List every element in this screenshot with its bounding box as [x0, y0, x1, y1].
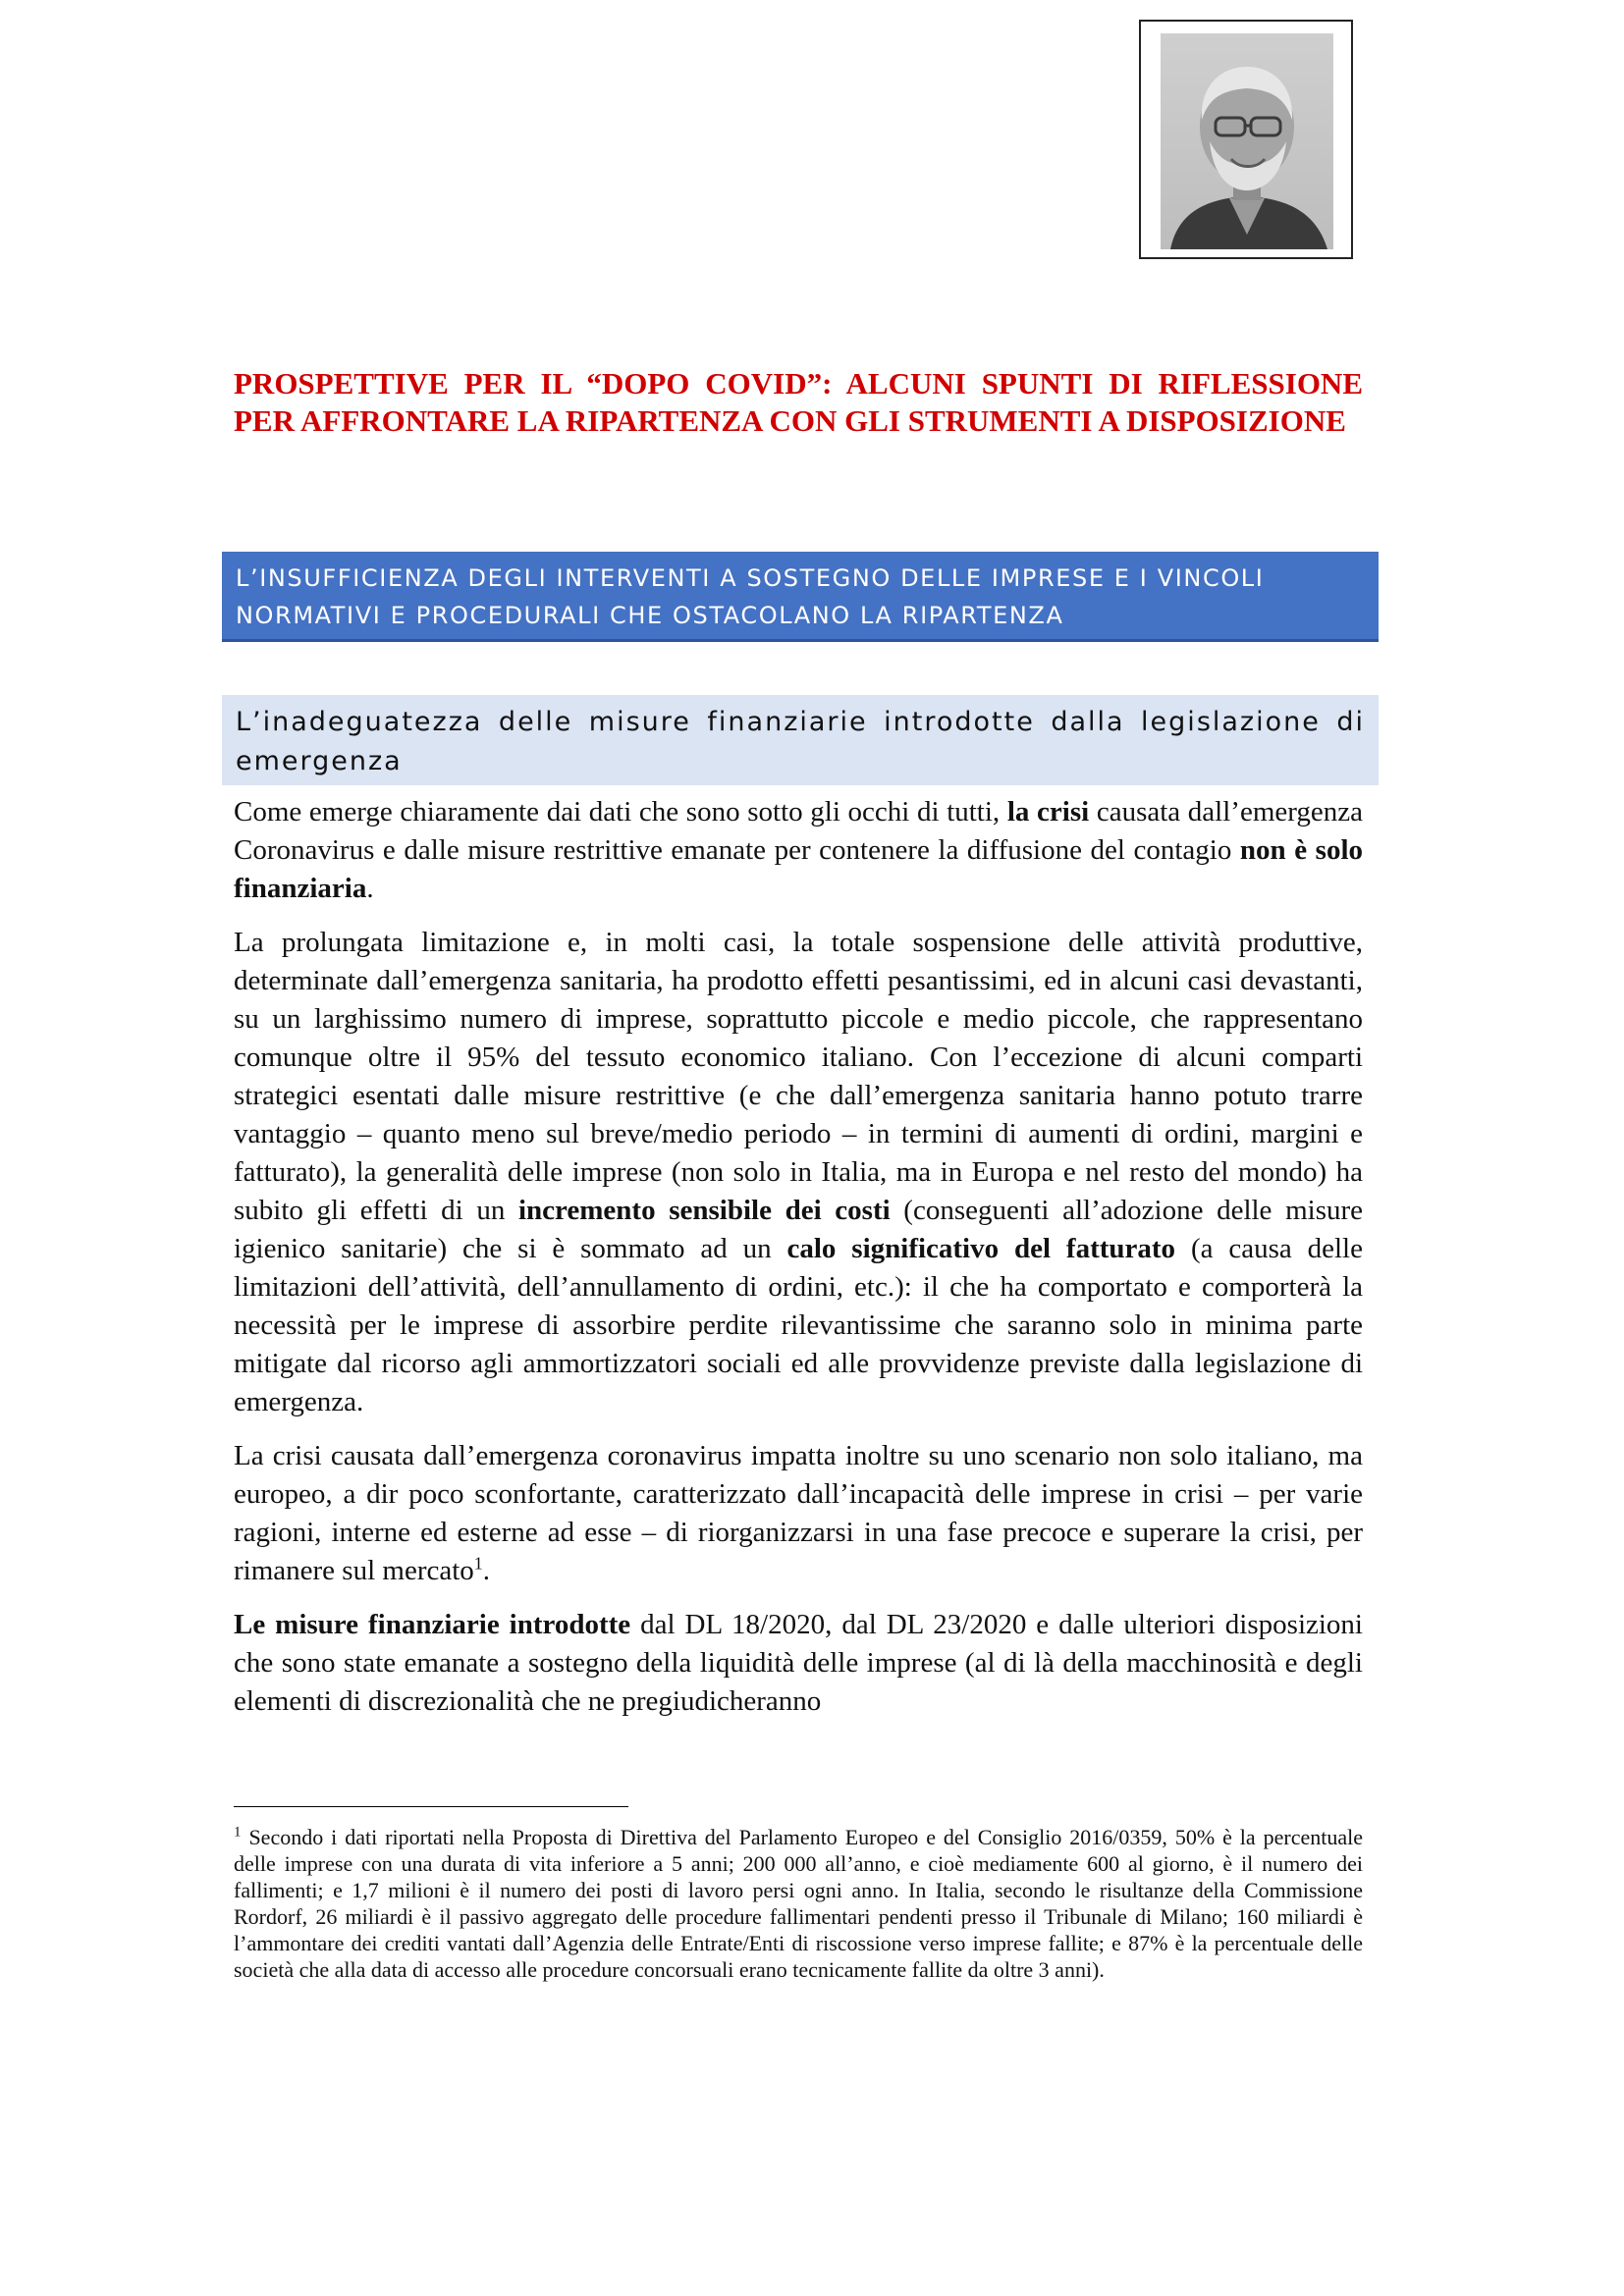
author-photo [1161, 33, 1333, 249]
section-banner-line-2: NORMATIVI E PROCEDURALI CHE OSTACOLANO LA RIPARTENZA [236, 602, 1064, 629]
footnote-separator [234, 1806, 628, 1807]
author-photo-frame [1139, 20, 1353, 259]
paragraph-1 [234, 793, 1363, 908]
document-title: PROSPETTIVE PER IL “DOPO COVID”: ALCUNI SPUNTI DI RIFLESSIONE PER AFFRONTARE LA RIPARTENZA CON GLI STRUMENTI A DISPOSIZIONE [234, 366, 1363, 438]
paragraph-1-text-a: Come emerge chiaramente dai dati che sono sotto gli occhi di tutti, [234, 796, 1007, 828]
paragraph-3-text-b: . [482, 1555, 491, 1586]
paragraph-1-text-c: . [366, 873, 374, 904]
paragraph-4-bold-a: Le misure finanziarie introdotte [234, 1609, 631, 1640]
footnote [234, 1824, 1363, 1983]
footnote-reference[interactable]: 1 [473, 1553, 483, 1574]
paragraph-2 [234, 924, 1363, 1421]
section-banner-line-1: L’INSUFFICIENZA DEGLI INTERVENTI A SOSTEGNO DELLE IMPRESE E I VINCOLI [236, 564, 1265, 592]
paragraph-1-bold-a: la crisi [1006, 796, 1090, 828]
body-text [234, 793, 1363, 1736]
portrait-image [1161, 33, 1333, 249]
paragraph-2-text-c: (a causa delle limitazioni dell’attività, dell’annullamento di ordini, etc.): il che ha comportato e comporterà la necessità per le imprese di assorbire perdite rilevantissime che saranno solo in minima parte mitigate dal ricorso agli ammortizzatori sociali ed alle provvidenze previste dalla legislazione di emergenza. [234, 1233, 1363, 1417]
footnote-text: Secondo i dati riportati nella Proposta di Direttiva del Parlamento Europeo e del Consiglio 2016/0359, 50% è la percentuale delle imprese con una durata di vita inferiore a 5 anni; 200 000 all’anno, e cioè mediamente 600 al giorno, è il numero dei fallimenti; e 1,7 milioni è il numero dei posti di lavoro persi ogni anno. In Italia, secondo le risultanze della Commissione Rordorf, 26 miliardi è il passivo aggregato delle procedure fallimentari pendenti presso il Tribunale di Milano; 160 miliardi è l’ammontare dei crediti vantati dall’Agenzia delle Entrate/Enti di riscossione verso imprese fallite; e 87% è la percentuale delle società che alla data di accesso alle procedure concorsuali erano tecnicamente fallite da oltre 3 anni). [234, 1825, 1363, 1982]
paragraph-2-bold-a: incremento sensibile dei costi [517, 1195, 891, 1226]
subsection-heading [222, 695, 1379, 785]
paragraph-2-text-a: La prolungata limitazione e, in molti casi, la totale sospensione delle attività produttive, determinate dall’emergenza sanitaria, ha prodotto effetti pesantissimi, ed in alcuni casi devastanti, su un larghissimo numero di imprese, soprattutto piccole e medio piccole, che rappresentano comunque oltre il 95% del tessuto economico italiano. Con l’eccezione di alcuni comparti strategici esentati dalle misure restrittive (e che dall’emergenza sanitaria hanno potuto trarre vantaggio – quanto meno sul breve/medio periodo – in termini di aumenti di ordini, margini e fatturato), la generalità delle imprese (non solo in Italia, ma in Europa e nel resto del mondo) ha subito gli effetti di un [234, 927, 1363, 1226]
footnote-mark: 1 [234, 1824, 242, 1841]
paragraph-2-bold-b: calo significativo del fatturato [786, 1233, 1176, 1264]
paragraph-1-bold-b: non è solo finanziaria [234, 834, 1364, 904]
subsection-heading-text: L’inadeguatezza delle misure finanziarie introdotte dalla legislazione di emergenza [236, 707, 1365, 776]
paragraph-1-text-b: causata dall’emergenza Coronavirus e dalle misure restrittive emanate per contenere la diffusione del contagio [234, 796, 1364, 866]
section-banner [222, 552, 1379, 642]
paragraph-4 [234, 1606, 1363, 1721]
paragraph-4-text-a: dal DL 18/2020, dal DL 23/2020 e dalle ulteriori disposizioni che sono state emanate a sostegno della liquidità delle imprese (al di là della macchinosità e degli elementi di discrezionalità che ne pregiudicheranno [234, 1609, 1363, 1717]
paragraph-2-text-b: (conseguenti all’adozione delle misure igienico sanitarie) che si è sommato ad un [234, 1195, 1364, 1264]
paragraph-3-text-a: La crisi causata dall’emergenza coronavirus impatta inoltre su uno scenario non solo italiano, ma europeo, a dir poco sconfortante, caratterizzato dall’incapacità delle imprese in crisi – per varie ragioni, interne ed esterne ad esse – di riorganizzarsi in una fase precoce e superare la crisi, per rimanere sul mercato [234, 1440, 1363, 1586]
paragraph-3 [234, 1437, 1363, 1590]
